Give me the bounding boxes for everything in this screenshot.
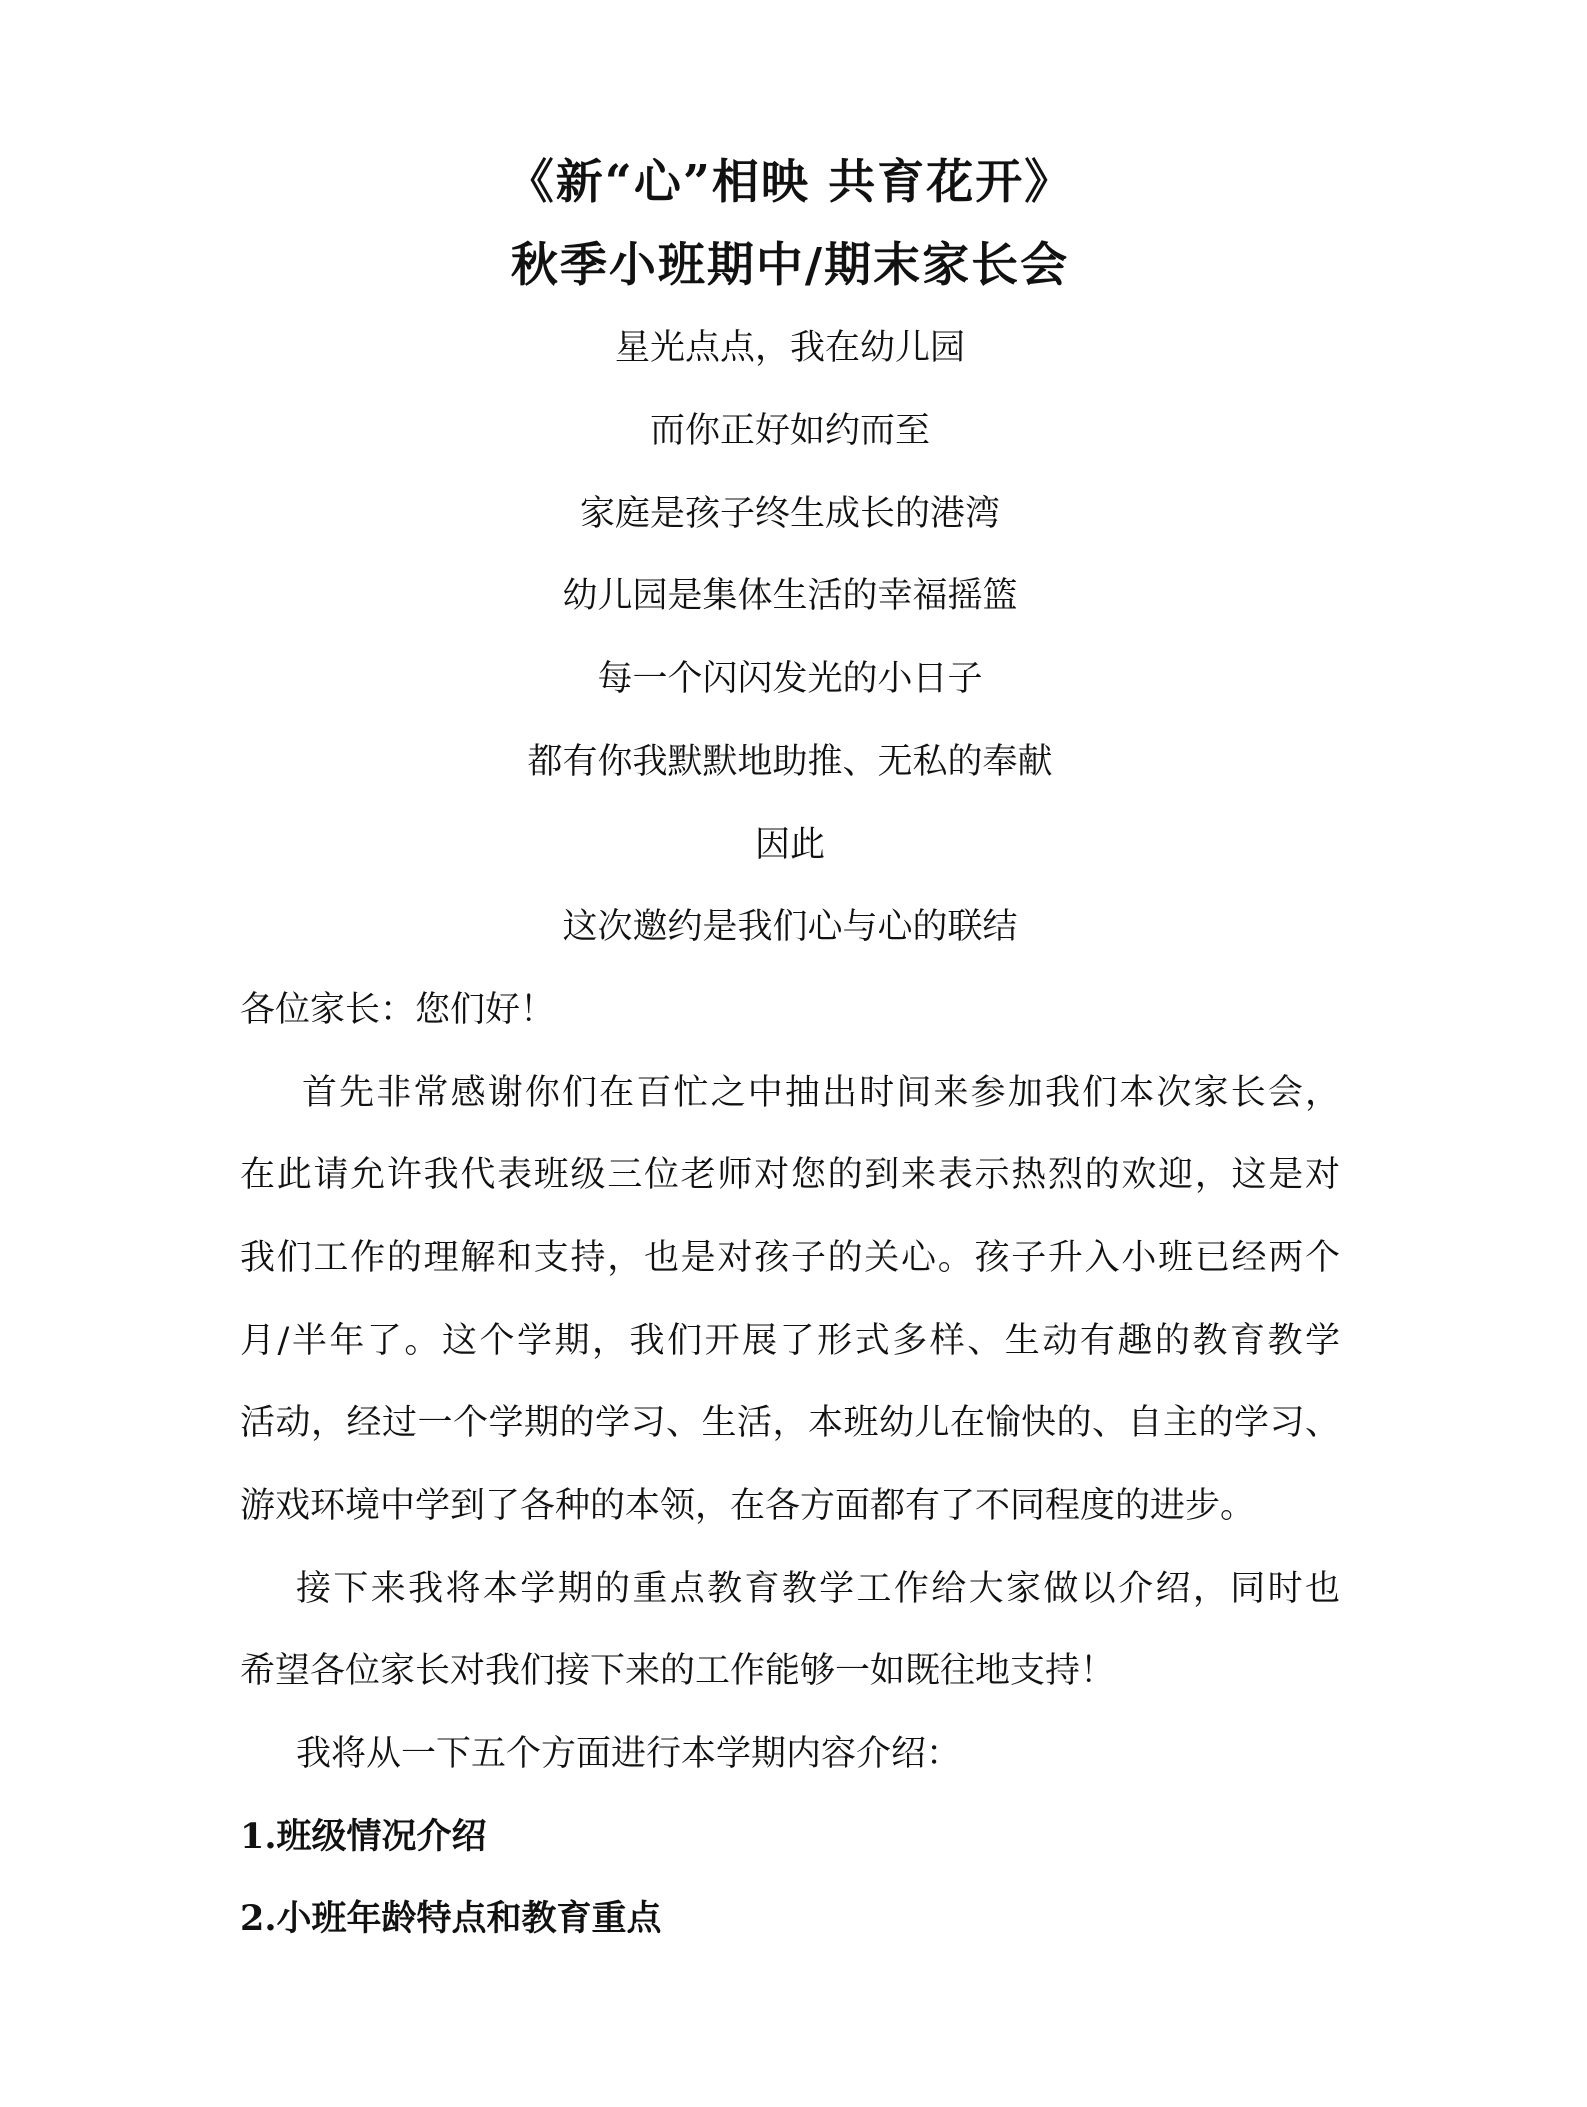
document-page [240, 142, 1340, 1961]
paragraph-line: 月/半年了。这个学期，我们开展了形式多样、生动有趣的教育教学 [240, 1320, 1340, 1361]
paragraph-line: 首先非常感谢你们在百忙之中抽出时间来参加我们本次家长会， [302, 1072, 1340, 1113]
poem-line: 家庭是孩子终生成长的港湾 [579, 493, 1000, 534]
poem-line: 都有你我默默地助推、无私的奉献 [527, 741, 1053, 782]
poem-line: 这次邀约是我们心与心的联结 [562, 907, 1018, 948]
greeting: 各位家长：您们好！ [240, 989, 556, 1030]
paragraph-line: 在此请允许我代表班级三位老师对您的到来表示热烈的欢迎，这是对 [240, 1155, 1340, 1196]
paragraph-line: 接下来我将本学期的重点教育教学工作给大家做以介绍，同时也 [296, 1568, 1340, 1609]
paragraph-line: 活动，经过一个学期的学习、生活，本班幼儿在愉快的、自主的学习、 [240, 1403, 1340, 1444]
list-item: 1.班级情况介绍 [240, 1815, 487, 1857]
poem-line: 因此 [754, 824, 825, 865]
paragraph-line: 我们工作的理解和支持，也是对孩子的关心。孩子升入小班已经两个 [240, 1237, 1340, 1278]
poem-line: 幼儿园是集体生活的幸福摇篮 [562, 576, 1018, 617]
paragraph-line: 希望各位家长对我们接下来的工作能够一如既往地支持！ [240, 1651, 1116, 1692]
title-line-2: 秋季小班期中/期末家长会 [510, 237, 1070, 293]
poem-line: 星光点点，我在幼儿园 [614, 328, 965, 369]
title-line-1: 《新“心”相映 共育花开》 [506, 155, 1074, 210]
list-item: 2.小班年龄特点和教育重点 [240, 1898, 662, 1940]
paragraph-line: 我将从一下五个方面进行本学期内容介绍： [296, 1734, 962, 1775]
poem-line: 每一个闪闪发光的小日子 [597, 659, 983, 700]
paragraph-line: 游戏环境中学到了各种的本领，在各方面都有了不同程度的进步。 [240, 1486, 1256, 1526]
poem-line: 而你正好如约而至 [649, 411, 930, 452]
